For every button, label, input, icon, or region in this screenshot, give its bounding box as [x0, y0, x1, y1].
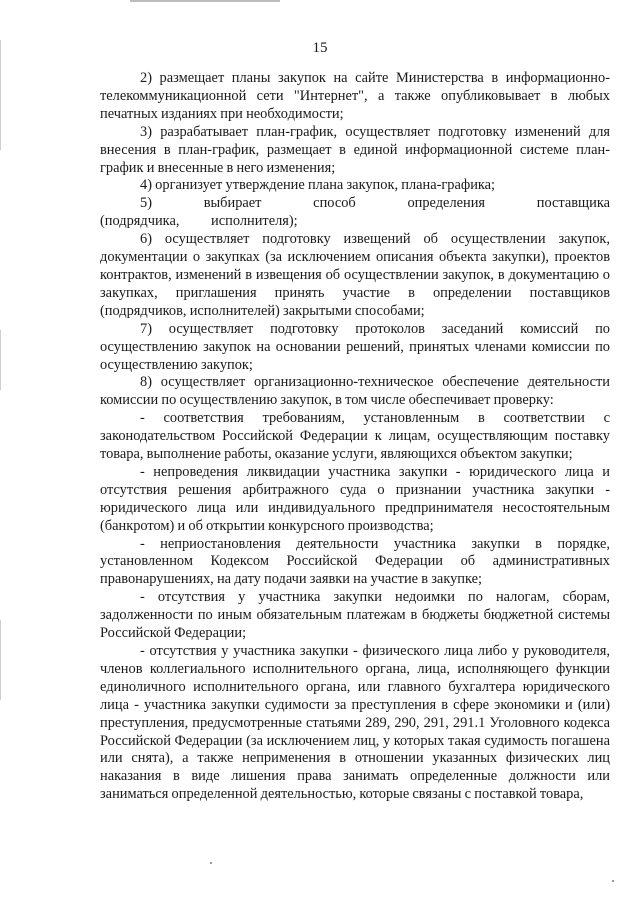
check-item-no-arrears: - отсутствия у участника закупки недоимки по налогам, сборам, задолженности по иным обязательным платежам в бюджеты бюджетной системы Российской Федерации; [100, 589, 610, 642]
check-item-no-liquidation: - непроведения ликвидации участника закупки - юридического лица и отсутствия решения арбитражного суда о признании участника закупки - юридического лица или индивидуального предпринимателя несостоятельным (банкротом) и об открытии конкурсного производства; [100, 463, 610, 534]
list-item-8: 8) осуществляет организационно-техническое обеспечение деятельности комиссии по осуществлению закупок, в том числе обеспечивает проверку: [100, 374, 610, 409]
list-item-7: 7) осуществляет подготовку протоколов заседаний комиссий по осуществлению закупок на основании решений, принятых членами комиссии по осуществлению закупок; [100, 320, 610, 373]
list-item-5: 5) выбирает способ определения поставщика (подрядчика, исполнителя); [100, 195, 610, 230]
scan-left-edge-mark [0, 330, 1, 390]
scan-speck [210, 862, 212, 864]
list-item-2: 2) размещает планы закупок на сайте Министерства в информационно-телекоммуникационной сети "Интернет", а также опубликовывает в любых печатных изданиях при необходимости; [100, 70, 610, 122]
scan-top-edge [130, 0, 280, 2]
list-item-3: 3) разрабатывает план-график, осуществляет подготовку изменений для внесения в план-график, размещает в единой информационной системе план-график и внесенные в него изменения; [100, 123, 610, 176]
document-body [100, 70, 610, 804]
list-item-6: 6) осуществляет подготовку извещений об осуществлении закупок, документации о закупках (за исключением описания объекта закупки), проектов контрактов, изменений в извещения об осуществлении закупок, в документацию о закупках, приглашения принять участие в определении поставщиков (подрядчиков, исполнителей) закрытыми способами; [100, 231, 610, 319]
check-item-requirements: - соответствия требованиям, установленным в соответствии с законодательством Российской Федерации к лицам, осуществляющим поставку товара, выполнение работы, оказание услуги, являющихся объектом закупки; [100, 410, 610, 463]
scan-speck [612, 880, 614, 882]
list-item-4: 4) организует утверждение плана закупок, плана-графика; [140, 177, 496, 194]
page-number: 15 [312, 40, 328, 56]
check-item-no-suspension: - неприостановления деятельности участника закупки в порядке, установленном Кодексом Российской Федерации об административных правонарушениях, на дату подачи заявки на участие в закупке; [100, 535, 610, 588]
check-item-no-criminal-record: - отсутствия у участника закупки - физического лица либо у руководителя, членов коллегиального исполнительного органа, лица, исполняющего функции единоличного исполнительного органа, или главного бухгалтера юридического лица - участника закупки судимости за преступления в сфере экономики и (или) преступления, предусмотренные статьями 289, 290, 291, 291.1 Уголовного кодекса Российской Федерации (за исключением лиц, у которых такая судимость погашена или снята), а также неприменения в отношении указанных физических лиц наказания в виде лишения права занимать определенные должности или заниматься определенной деятельностью, которые связаны с поставкой товара, [100, 643, 610, 803]
scan-left-edge-mark [0, 620, 1, 700]
